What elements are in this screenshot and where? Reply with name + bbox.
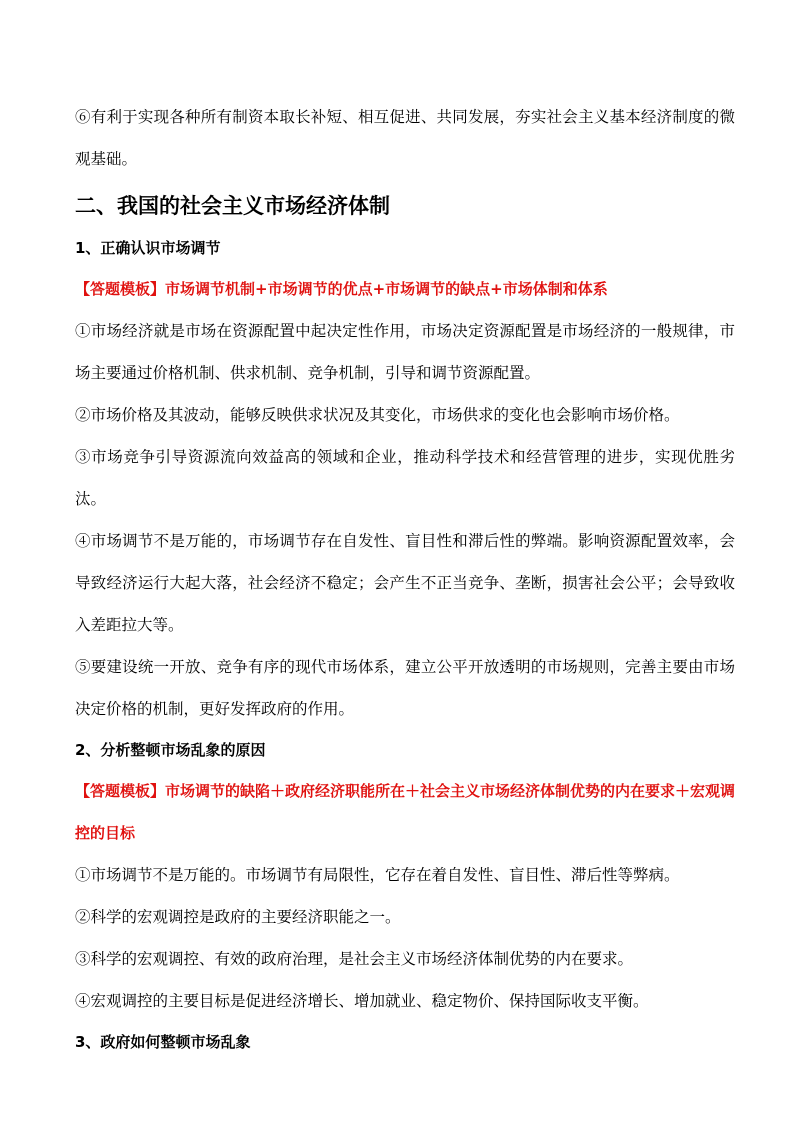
point-paragraph: ⑤要建设统一开放、竞争有序的现代市场体系，建立公平开放透明的市场规则，完善主要由市场决定价格的机制，更好发挥政府的作用。 (75, 658, 735, 718)
subsection-heading-3: 3、政府如何整顿市场乱象 (75, 1033, 251, 1051)
subsection-heading-2: 2、分析整顿市场乱象的原因 (75, 741, 266, 759)
point-paragraph: ②科学的宏观调控是政府的主要经济职能之一。 (75, 908, 401, 926)
point-paragraph: ①市场调节不是万能的。市场调节有局限性，它存在着自发性、盲目性、滞后性等弊病。 (75, 866, 680, 884)
answer-template-1: 【答题模板】市场调节机制+市场调节的优点+市场调节的缺点+市场体制和体系 (75, 280, 608, 298)
point-paragraph: ③科学的宏观调控、有效的政府治理，是社会主义市场经济体制优势的内在要求。 (75, 950, 634, 968)
point-paragraph: ①市场经济就是市场在资源配置中起决定性作用，市场决定资源配置是市场经济的一般规律，市场主要通过价格机制、供求机制、竞争机制，引导和调节资源配置。 (75, 322, 735, 382)
point-paragraph: ③市场竞争引导资源流向效益高的领域和企业，推动科学技术和经营管理的进步，实现优胜劣汰。 (75, 448, 735, 508)
subsection-heading-1: 1、正确认识市场调节 (75, 239, 221, 257)
point-paragraph: ④宏观调控的主要目标是促进经济增长、增加就业、稳定物价、保持国际收支平衡。 (75, 992, 649, 1010)
document-body (75, 96, 735, 1062)
point-paragraph: ②市场价格及其波动，能够反映供求状况及其变化，市场供求的变化也会影响市场价格。 (75, 406, 680, 424)
point-paragraph: ④市场调节不是万能的，市场调节存在自发性、盲目性和滞后性的弊端。影响资源配置效率，会导致经济运行大起大落，社会经济不稳定；会产生不正当竞争、垄断，损害社会公平；会导致收入差距拉大等。 (75, 532, 735, 634)
answer-template-2: 【答题模板】市场调节的缺陷＋政府经济职能所在＋社会主义市场经济体制优势的内在要求＋宏观调控的目标 (75, 782, 736, 842)
intro-paragraph: ⑥有利于实现各种所有制资本取长补短、相互促进、共同发展，夯实社会主义基本经济制度的微观基础。 (75, 108, 735, 168)
section-heading: 二、我国的社会主义市场经济体制 (75, 194, 390, 218)
